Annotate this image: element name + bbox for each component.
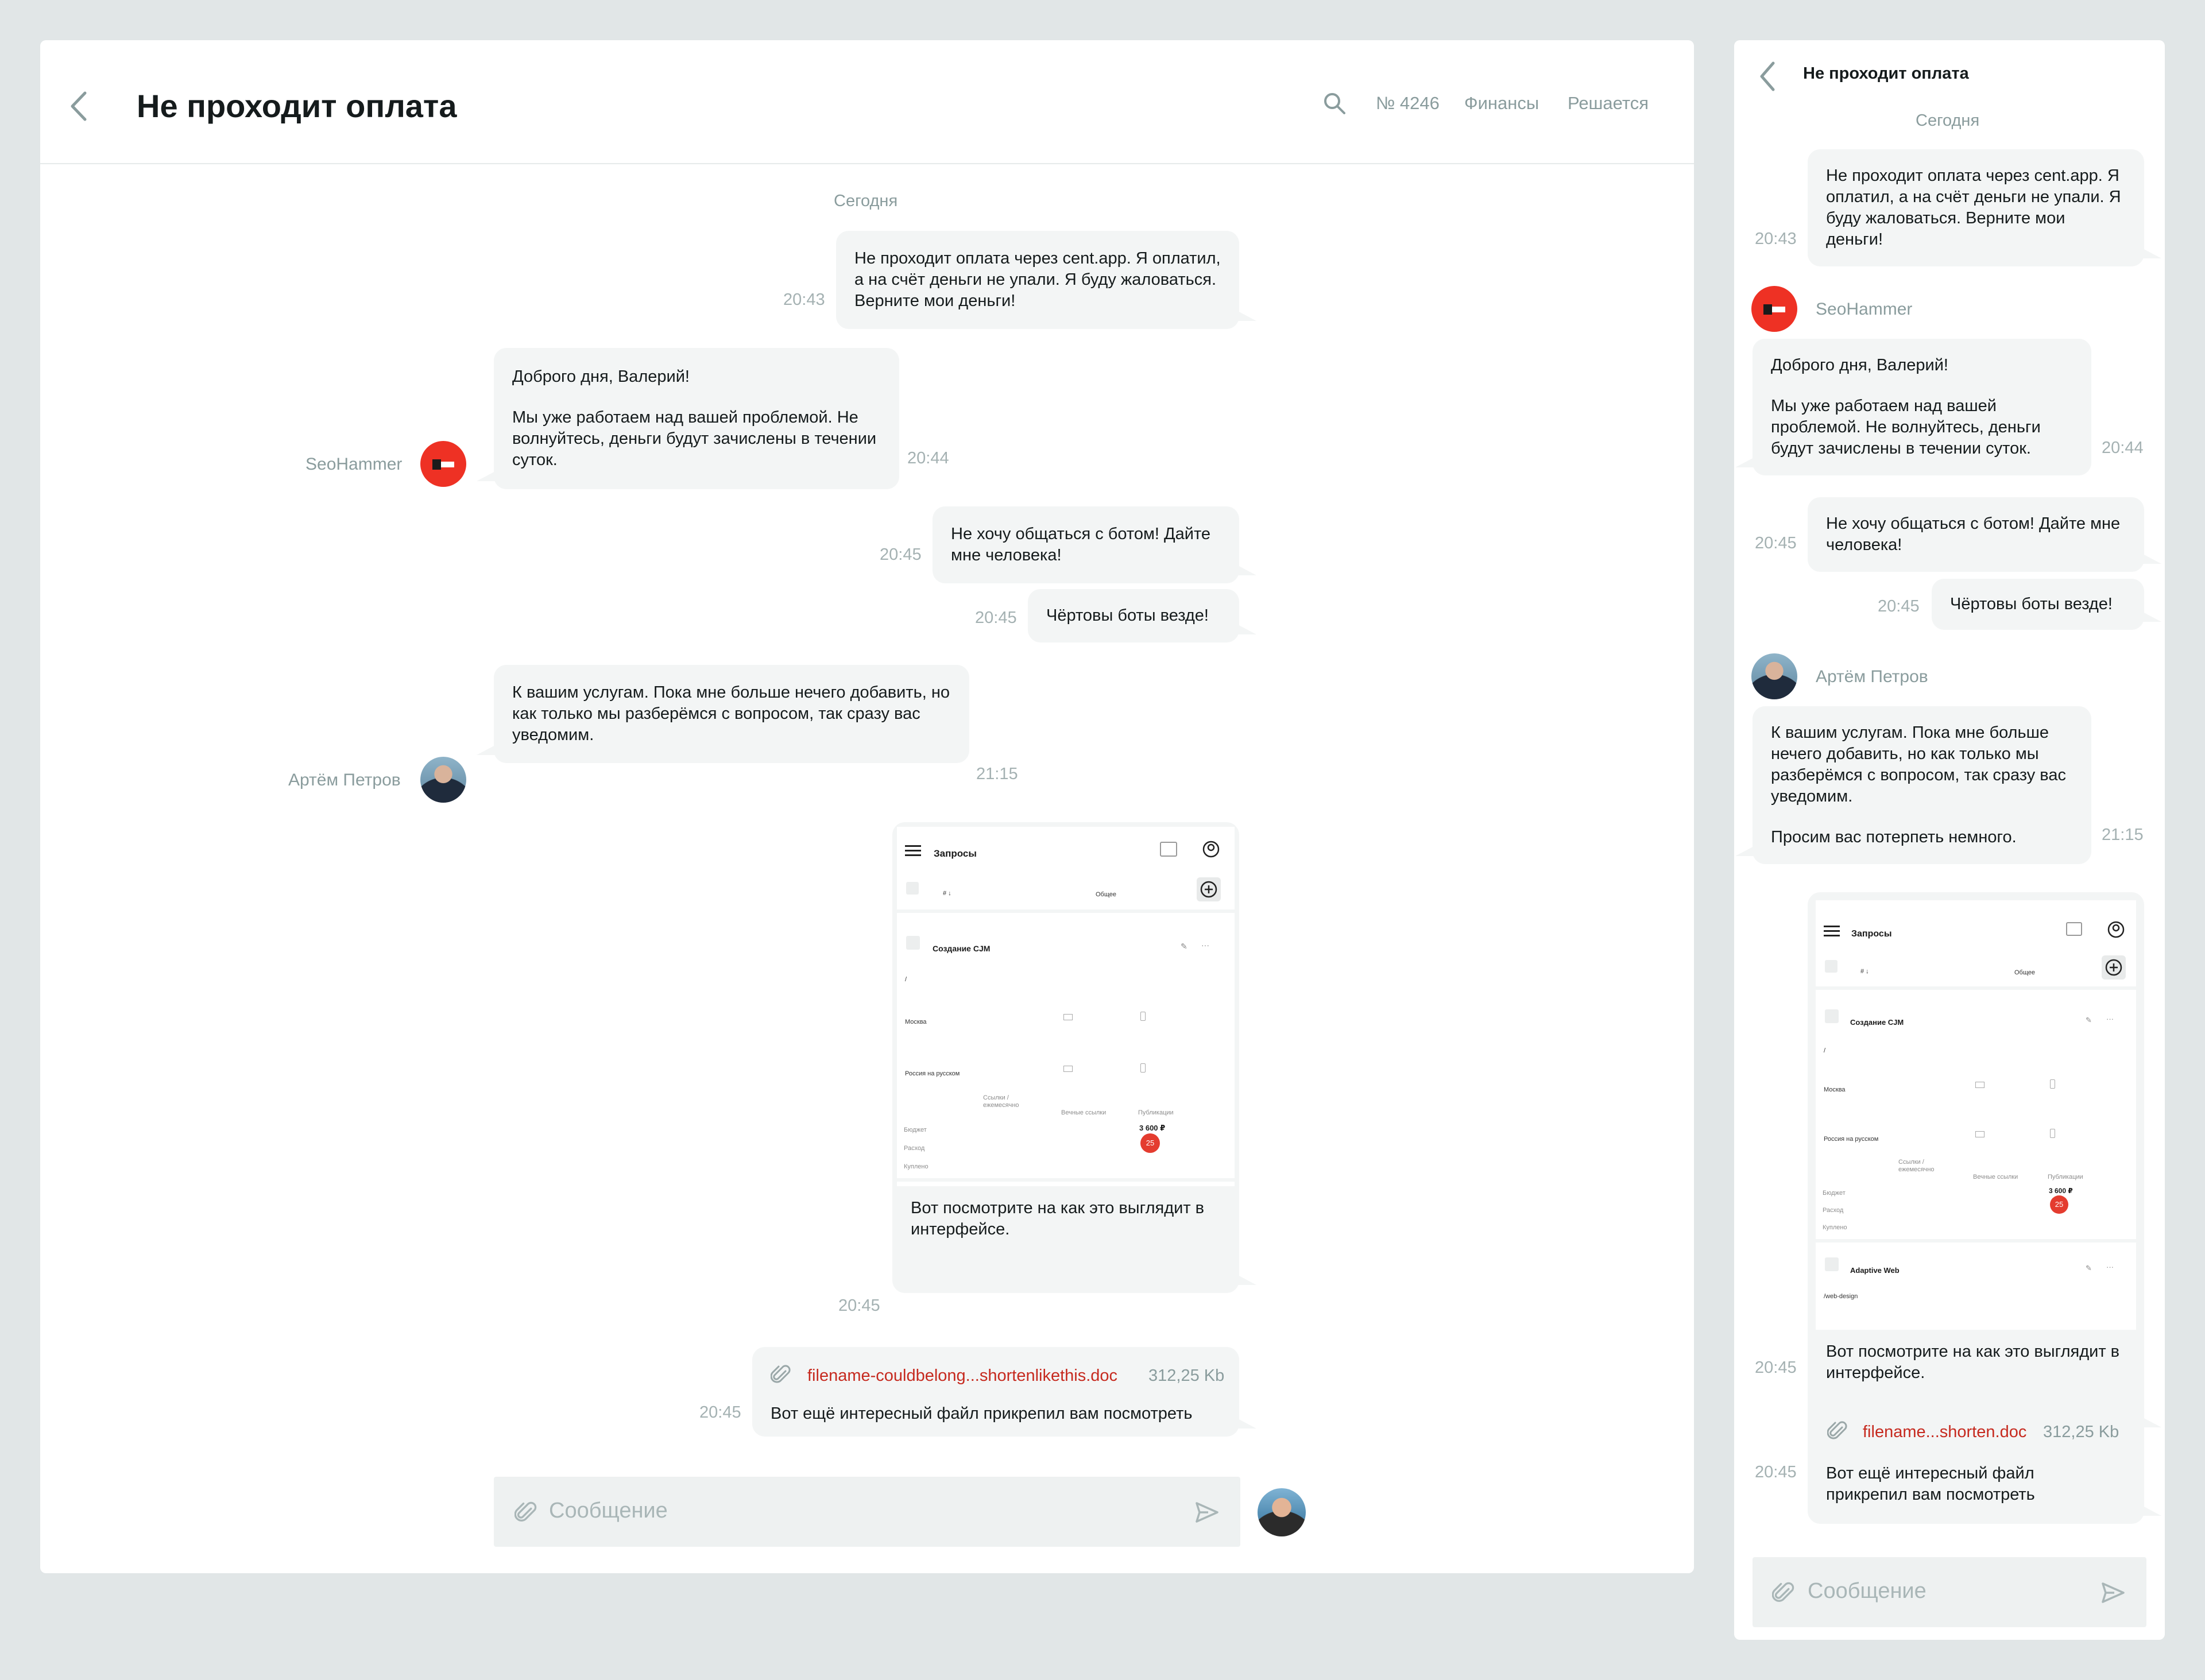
more-icon: ··· [2106,1263,2114,1271]
mobile-chat-panel [1734,40,2165,1640]
message-author: Артём Петров [1816,667,1928,686]
wallet-icon [2066,922,2082,936]
desktop-chat-panel [40,40,1694,1573]
page-title: Не проходит оплата [1803,64,1969,83]
send-icon[interactable] [1194,1500,1220,1525]
screenshot-title: Запросы [1851,929,1892,939]
file-link[interactable]: filename...shorten.doc [1863,1423,2027,1441]
attachment-icon[interactable] [514,1500,537,1525]
message-time: 20:44 [907,449,949,467]
message-time: 20:45 [699,1403,741,1422]
message-outgoing-file[interactable] [1808,1404,2144,1524]
message-time: 21:15 [2102,826,2144,844]
message-text: Мы уже работаем над вашей проблемой. Не волнуйтесь, деньги будут зачислены в течении суток. [512,408,877,469]
user-icon [2107,921,2125,938]
message-outgoing[interactable] [1028,589,1239,642]
message-outgoing[interactable] [933,506,1239,583]
message-time: 21:15 [976,765,1018,783]
menu-icon [1824,926,1840,937]
input-placeholder: Сообщение [549,1499,668,1523]
message-incoming[interactable] [494,348,899,489]
date-separator: Сегодня [834,192,898,210]
message-input[interactable] [494,1477,1240,1547]
message-time: 20:45 [1755,534,1797,552]
message-incoming[interactable] [1753,706,2091,864]
file-size: 312,25 Kb [1148,1367,1225,1385]
header-divider [40,163,1694,164]
send-icon[interactable] [2100,1580,2126,1605]
message-text: Не хочу общаться с ботом! Дайте мне человека! [951,525,1211,564]
more-icon: ··· [2106,1015,2114,1023]
message-text: Чёртовы боты везде! [1046,606,1209,625]
pencil-icon: ✎ [2086,1016,2092,1024]
file-size: 312,25 Kb [2043,1423,2119,1441]
message-author: Артём Петров [288,771,401,789]
attachment-icon[interactable] [1772,1580,1795,1605]
message-time: 20:45 [975,609,1017,627]
message-text: Вот ещё интересный файл прикрепил вам посмотреть [1826,1464,2035,1504]
message-outgoing-image[interactable] [1808,892,2144,1435]
message-text: Вот посмотрите на как это выглядит в интерфейсе. [1826,1342,2120,1382]
message-text: Чёртовы боты везде! [1950,595,2113,613]
message-incoming[interactable] [1753,339,2091,475]
message-text: Просим вас потерпеть немного. [1771,828,2017,846]
message-outgoing[interactable] [836,231,1239,329]
pencil-icon: ✎ [1181,942,1187,951]
avatar[interactable] [1258,1488,1306,1536]
back-button[interactable] [64,86,93,126]
message-time: 20:45 [1755,1358,1797,1377]
attached-screenshot[interactable]: Запросы # ↓ Общее Создание CJM ✎ ··· / Москва Россия на русском Ссылки / ежемесячно Вечные ссылки Публикации Бюджет 3 600 ₽ Расход 25 Куплено Adaptive Web ✎ ··· /web-design [1816,900,2136,1330]
message-time: 20:45 [880,545,922,564]
message-text: Вот ещё интересный файл прикрепил вам посмотреть [771,1404,1193,1423]
wallet-icon [1160,842,1177,857]
page-title: Не проходит оплата [137,88,457,124]
message-text: Вот посмотрите на как это выглядит в интерфейсе. [911,1199,1205,1238]
file-link[interactable]: filename-couldbelong...shortenlikethis.doc [807,1367,1118,1385]
add-icon [2102,955,2126,980]
user-icon [1202,841,1220,858]
pencil-icon: ✎ [2086,1264,2092,1272]
add-icon [1197,877,1221,901]
attachment-icon [1827,1419,1848,1442]
menu-icon [905,845,921,857]
message-text: Доброго дня, Валерий! [512,367,690,386]
date-separator: Сегодня [1916,111,1980,130]
message-time: 20:43 [783,291,825,309]
message-text: К вашим услугам. Пока мне больше нечего добавить, но как только мы разберёмся с вопросом, так сразу вас уведомим. [512,683,950,744]
search-icon[interactable] [1322,91,1347,116]
message-outgoing[interactable] [1808,497,2144,572]
message-text: Не проходит оплата через cent.app. Я оплатил, а на счёт деньги не упали. Я буду жаловаться. Верните мои деньги! [1826,167,2121,249]
message-outgoing[interactable] [1808,149,2144,266]
message-time: 20:44 [2102,439,2144,457]
avatar[interactable] [420,441,466,487]
status-badge[interactable]: Решается [1568,93,1649,113]
message-outgoing[interactable] [1932,579,2144,630]
category-link[interactable]: Финансы [1464,93,1539,113]
message-text: Не проходит оплата через cent.app. Я оплатил, а на счёт деньги не упали. Я буду жаловаться. Верните мои деньги! [854,249,1221,310]
message-text: Доброго дня, Валерий! [1771,356,1948,374]
screenshot-title: Запросы [934,848,977,859]
avatar[interactable] [420,757,466,803]
message-text: Мы уже работаем над вашей проблемой. Не волнуйтесь, деньги будут зачислены в течении суток. [1771,397,2041,458]
ticket-number: № 4246 [1376,93,1440,113]
message-input[interactable] [1753,1557,2146,1627]
attachment-icon [771,1363,791,1386]
message-text: К вашим услугам. Пока мне больше нечего добавить, но как только мы разберёмся с вопросом, так сразу вас уведомим. [1771,723,2066,806]
attached-screenshot[interactable]: Запросы # ↓ Общее Создание CJM ✎ ··· / Москва Россия на русском Ссылки / ежемесячно Вечные ссылки Публикации Бюджет 3 600 ₽ Расход 25 Куплено [897,827,1235,1186]
message-incoming[interactable] [494,665,969,763]
message-author: SeoHammer [1816,300,1913,319]
message-text: Не хочу общаться с ботом! Дайте мне человека! [1826,514,2121,554]
message-author: SeoHammer [305,455,403,474]
message-time: 20:45 [1878,597,1920,616]
input-placeholder: Сообщение [1808,1579,1927,1603]
message-outgoing-image[interactable] [892,822,1239,1293]
message-time: 20:45 [1755,1463,1797,1481]
message-outgoing-file[interactable] [752,1347,1239,1437]
avatar[interactable] [1751,653,1797,699]
count-badge: 25 [1140,1133,1160,1153]
avatar[interactable] [1751,286,1797,332]
more-icon: ··· [1201,940,1209,950]
back-button[interactable] [1755,56,1778,96]
message-time: 20:45 [838,1296,880,1315]
message-time: 20:43 [1755,230,1797,248]
count-badge: 25 [2050,1195,2068,1214]
